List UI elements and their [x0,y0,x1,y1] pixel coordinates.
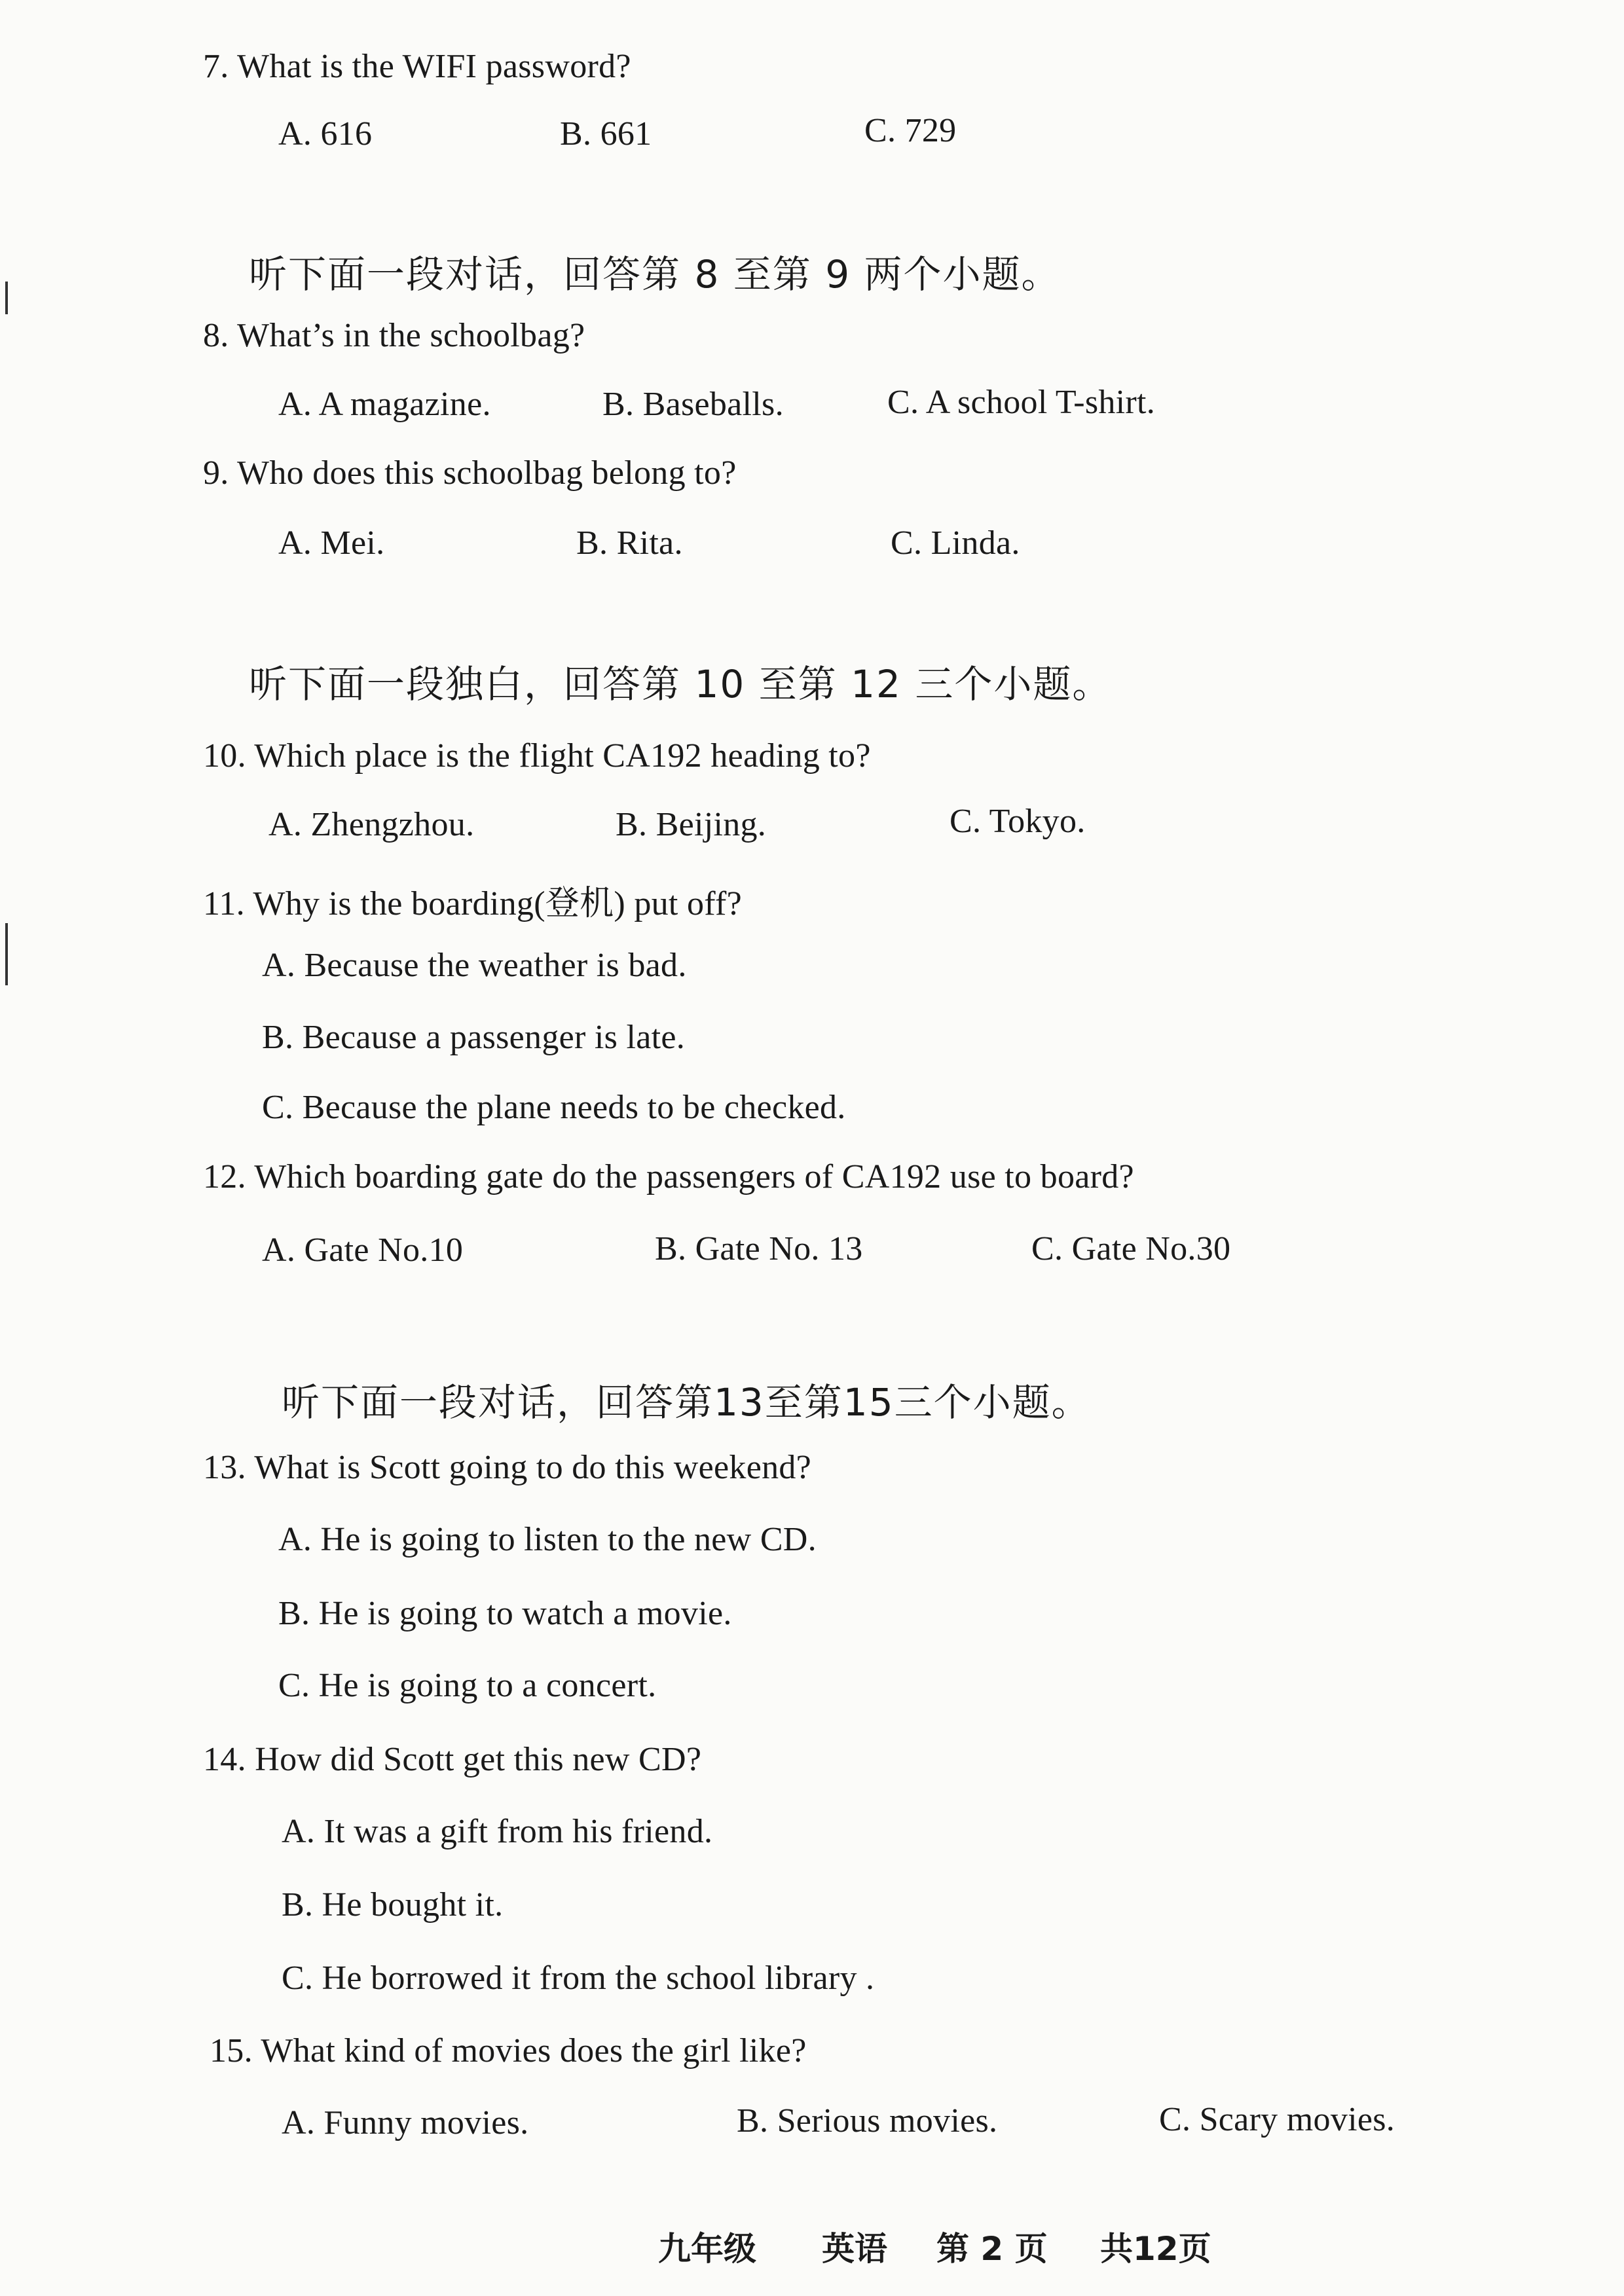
scan-mark [5,923,8,985]
section-instruction-8-9: 听下面一段对话，回答第 8 至第 9 两个小题。 [249,252,1061,297]
footer-subject: 英语 [822,2230,887,2268]
footer-page-number: 第 2 页 [936,2230,1048,2268]
q14-option-a[interactable]: A. It was a gift from his friend. [282,1813,713,1850]
q12-option-c[interactable]: C. Gate No.30 [1031,1230,1231,1267]
question-7: 7. What is the WIFI password? [203,48,631,85]
scan-mark [5,282,8,314]
q11-option-a[interactable]: A. Because the weather is bad. [262,947,687,984]
q12-option-b[interactable]: B. Gate No. 13 [655,1230,863,1267]
question-9: 9. Who does this schoolbag belong to? [203,454,737,492]
q15-option-b[interactable]: B. Serious movies. [737,2102,998,2140]
q9-option-a[interactable]: A. Mei. [278,524,385,562]
q13-option-a[interactable]: A. He is going to listen to the new CD. [278,1521,817,1558]
q15-option-c[interactable]: C. Scary movies. [1159,2101,1395,2138]
q13-option-c[interactable]: C. He is going to a concert. [278,1667,657,1704]
question-11: 11. Why is the boarding(登机) put off? [203,885,742,922]
q12-option-a[interactable]: A. Gate No.10 [262,1231,464,1269]
q14-option-c[interactable]: C. He borrowed it from the school library . [282,1959,875,1997]
q9-option-c[interactable]: C. Linda. [891,524,1020,562]
q11-option-b[interactable]: B. Because a passenger is late. [262,1019,686,1056]
footer-total-pages: 共12页 [1100,2230,1211,2268]
q8-option-b[interactable]: B. Baseballs. [602,386,784,423]
q11-option-c[interactable]: C. Because the plane needs to be checked. [262,1089,846,1126]
question-15: 15. What kind of movies does the girl like? [210,2032,807,2069]
q14-option-b[interactable]: B. He bought it. [282,1886,504,1923]
question-12: 12. Which boarding gate do the passengers of CA192 use to board? [203,1158,1134,1195]
q9-option-b[interactable]: B. Rita. [576,524,683,562]
section-instruction-10-12: 听下面一段独白，回答第 10 至第 12 三个小题。 [249,662,1112,706]
q8-option-a[interactable]: A. A magazine. [278,386,491,423]
q10-option-c[interactable]: C. Tokyo. [950,803,1086,840]
q7-option-a[interactable]: A. 616 [278,115,373,153]
question-13: 13. What is Scott going to do this weekend? [203,1449,812,1486]
q13-option-b[interactable]: B. He is going to watch a movie. [278,1595,732,1632]
q15-option-a[interactable]: A. Funny movies. [282,2104,529,2141]
section-instruction-13-15: 听下面一段对话，回答第13至第15三个小题。 [282,1380,1091,1425]
q8-option-c[interactable]: C. A school T-shirt. [887,384,1156,421]
q7-option-c[interactable]: C. 729 [864,112,957,149]
q10-option-a[interactable]: A. Zhengzhou. [268,806,475,843]
footer-grade: 九年级 [658,2230,756,2268]
question-14: 14. How did Scott get this new CD? [203,1741,702,1778]
question-8: 8. What’s in the schoolbag? [203,317,585,354]
question-10: 10. Which place is the flight CA192 heading to? [203,737,871,774]
q7-option-b[interactable]: B. 661 [560,115,652,153]
q10-option-b[interactable]: B. Beijing. [616,806,767,843]
